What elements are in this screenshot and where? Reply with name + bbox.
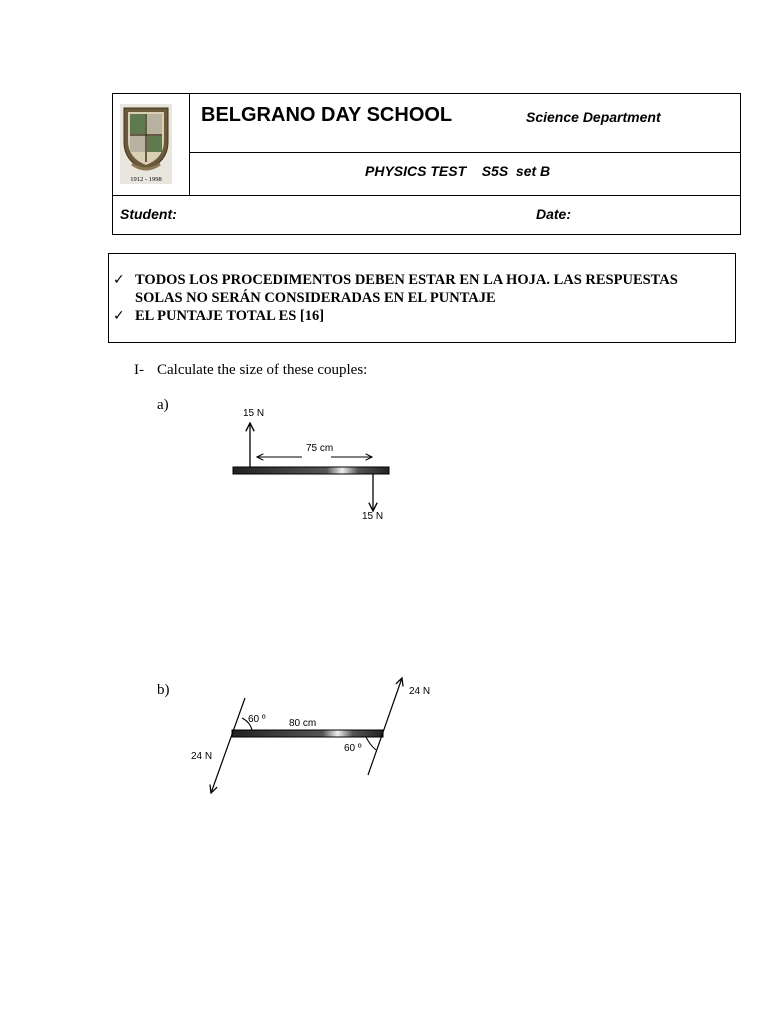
force-label-bottom: 15 N — [362, 511, 384, 522]
force-label-top: 15 N — [243, 408, 265, 419]
question-number: I- — [134, 362, 144, 378]
school-name: BELGRANO DAY SCHOOL — [201, 104, 453, 126]
distance-label-a: 75 cm — [306, 443, 334, 454]
checkmark-icon: ✓ — [113, 272, 125, 288]
instruction-text: EL PUNTAJE TOTAL ES [16] — [135, 308, 325, 324]
force-label-left: 24 N — [191, 751, 213, 762]
department-name: Science Department — [526, 109, 661, 125]
question-text: Calculate the size of these couples: — [157, 362, 368, 378]
force-label-right: 24 N — [409, 686, 431, 697]
force-line-left — [211, 698, 245, 793]
part-b-label: b) — [157, 682, 170, 698]
force-line-right — [368, 678, 402, 775]
angle-label-left: 60 º — [248, 714, 266, 725]
student-label: Student: — [120, 206, 177, 222]
test-title: PHYSICS TEST S5S set B — [365, 163, 551, 179]
angle-arc-right — [366, 737, 376, 750]
date-label: Date: — [536, 206, 572, 222]
distance-label-b: 80 cm — [289, 718, 317, 729]
angle-label-right: 60 º — [344, 743, 362, 754]
part-a-label: a) — [157, 397, 169, 413]
instruction-text: TODOS LOS PROCEDIMENTOS DEBEN ESTAR EN LA HOJA. LAS RESPUESTAS SOLAS NO SERÁN CONSIDERADAS EN EL PUNTAJE — [135, 272, 678, 306]
logo-years: 1912 - 1998 — [130, 176, 162, 183]
checkmark-icon: ✓ — [113, 308, 125, 324]
lever-bar-b — [232, 730, 383, 737]
